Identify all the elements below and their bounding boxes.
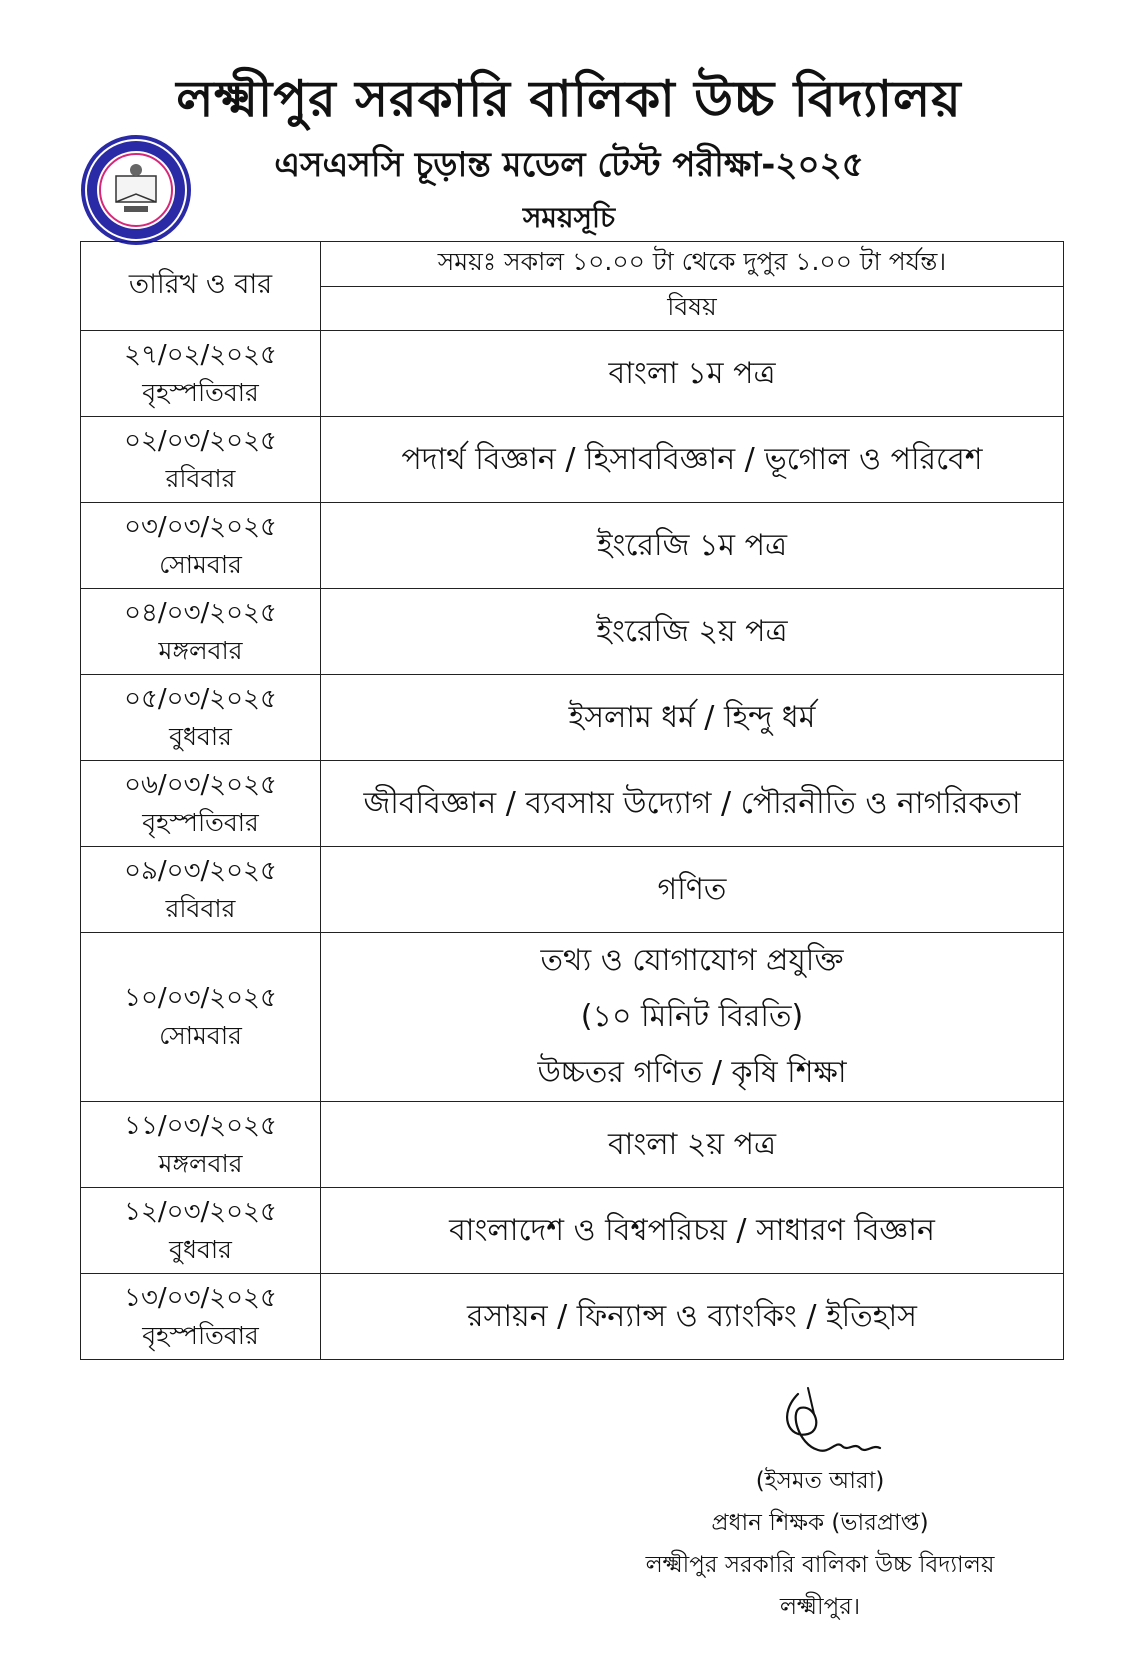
subject-text: বাংলাদেশ ও বিশ্বপরিচয় / সাধারণ বিজ্ঞান [449, 1212, 935, 1248]
exam-title: এসএসসি চূড়ান্ত মডেল টেস্ট পরীক্ষা-২০২৫ [274, 145, 864, 185]
exam-weekday: বুধবার [169, 721, 232, 751]
signatory-name: (ইসমত আরা) [755, 1468, 885, 1494]
table-row [81, 503, 1064, 589]
exam-date: ১১/০৩/২০২৫ [124, 1110, 277, 1141]
handwritten-signature-icon [768, 1384, 908, 1466]
subject-cell [321, 1102, 1064, 1188]
table-row [81, 761, 1064, 847]
table-row [81, 675, 1064, 761]
date-cell [81, 331, 321, 417]
exam-weekday: মঙ্গলবার [158, 635, 243, 665]
exam-weekday: বৃহস্পতিবার [142, 807, 259, 837]
table-row [81, 589, 1064, 675]
subject-text: জীববিজ্ঞান / ব্যবসায় উদ্যোগ / পৌরনীতি ও নাগরিকতা [363, 785, 1021, 821]
exam-weekday: বুধবার [169, 1234, 232, 1264]
exam-weekday: সোমবার [159, 1021, 242, 1050]
exam-date: ১০/০৩/২০২৫ [124, 983, 277, 1013]
signatory-institution: লক্ষ্মীপুর সরকারি বালিকা উচ্চ বিদ্যালয় [645, 1552, 995, 1578]
subject-cell [321, 1274, 1064, 1360]
exam-weekday: বৃহস্পতিবার [142, 1320, 259, 1350]
subject-text: বাংলা ১ম পত্র [608, 355, 776, 391]
exam-weekday: সোমবার [159, 549, 242, 579]
exam-weekday: রবিবার [165, 893, 236, 923]
exam-weekday: মঙ্গলবার [158, 1148, 243, 1178]
table-row [81, 1188, 1064, 1274]
date-cell [81, 1102, 321, 1188]
table-row [81, 933, 1064, 1102]
exam-date: ০৪/০৩/২০২৫ [124, 597, 277, 628]
exam-weekday: বৃহস্পতিবার [142, 377, 259, 407]
subject-cell [321, 589, 1064, 675]
date-cell [81, 503, 321, 589]
subject-cell [321, 503, 1064, 589]
break-note: (১০ মিনিট বিরতি) [580, 999, 804, 1034]
subject-text: তথ্য ও যোগাযোগ প্রযুক্তি [540, 943, 844, 978]
subject-cell [321, 1188, 1064, 1274]
table-row [81, 1102, 1064, 1188]
exam-date: ০২/০৩/২০২৫ [124, 425, 277, 456]
date-cell [81, 847, 321, 933]
subject-text: গণিত [657, 871, 727, 907]
exam-date: ২৭/০২/২০২৫ [124, 339, 277, 370]
date-cell [81, 1274, 321, 1360]
exam-date: ০৫/০৩/২০২৫ [124, 683, 277, 714]
exam-date: ১৩/০৩/২০২৫ [124, 1282, 277, 1313]
signature-block [600, 1460, 1040, 1628]
header-date-weekday: তারিখ ও বার [81, 242, 321, 331]
subject-text: উচ্চতর গণিত / কৃষি শিক্ষা [537, 1055, 847, 1090]
subject-cell [321, 417, 1064, 503]
subject-cell [321, 331, 1064, 417]
date-cell [81, 675, 321, 761]
subject-text: ইংরেজি ১ম পত্র [596, 527, 788, 563]
subject-text: ইংরেজি ২য় পত্র [596, 613, 788, 649]
date-cell [81, 417, 321, 503]
date-cell [81, 761, 321, 847]
date-cell [81, 589, 321, 675]
table-row [81, 847, 1064, 933]
signatory-location: লক্ষ্মীপুর। [779, 1594, 861, 1620]
table-row [81, 417, 1064, 503]
date-cell [81, 933, 321, 1102]
subject-cell [321, 847, 1064, 933]
exam-date: ০৬/০৩/২০২৫ [124, 769, 277, 800]
subject-text: রসায়ন / ফিন্যান্স ও ব্যাংকিং / ইতিহাস [467, 1298, 917, 1334]
subject-cell [321, 675, 1064, 761]
exam-date: ০৯/০৩/২০২৫ [124, 855, 277, 886]
signatory-designation: প্রধান শিক্ষক (ভারপ্রাপ্ত) [711, 1510, 929, 1536]
subject-text: পদার্থ বিজ্ঞান / হিসাববিজ্ঞান / ভূগোল ও পরিবেশ [401, 441, 983, 477]
header-subject: বিষয় [321, 286, 1064, 331]
exam-date: ১২/০৩/২০২৫ [124, 1196, 277, 1227]
subject-text: বাংলা ২য় পত্র [607, 1126, 777, 1162]
school-name: লক্ষ্মীপুর সরকারি বালিকা উচ্চ বিদ্যালয় [176, 70, 962, 128]
exam-routine-table [80, 241, 1064, 1360]
table-row [81, 331, 1064, 417]
subject-cell [321, 933, 1064, 1102]
table-row [81, 1274, 1064, 1360]
header-exam-time: সময়ঃ সকাল ১০.০০ টা থেকে দুপুর ১.০০ টা পর্যন্ত। [321, 242, 1064, 287]
exam-weekday: রবিবার [165, 463, 236, 493]
date-cell [81, 1188, 321, 1274]
exam-date: ০৩/০৩/২০২৫ [124, 511, 277, 542]
subject-cell [321, 761, 1064, 847]
document-label: সময়সূচি [522, 201, 616, 234]
subject-text: ইসলাম ধর্ম / হিন্দু ধর্ম [568, 699, 816, 735]
